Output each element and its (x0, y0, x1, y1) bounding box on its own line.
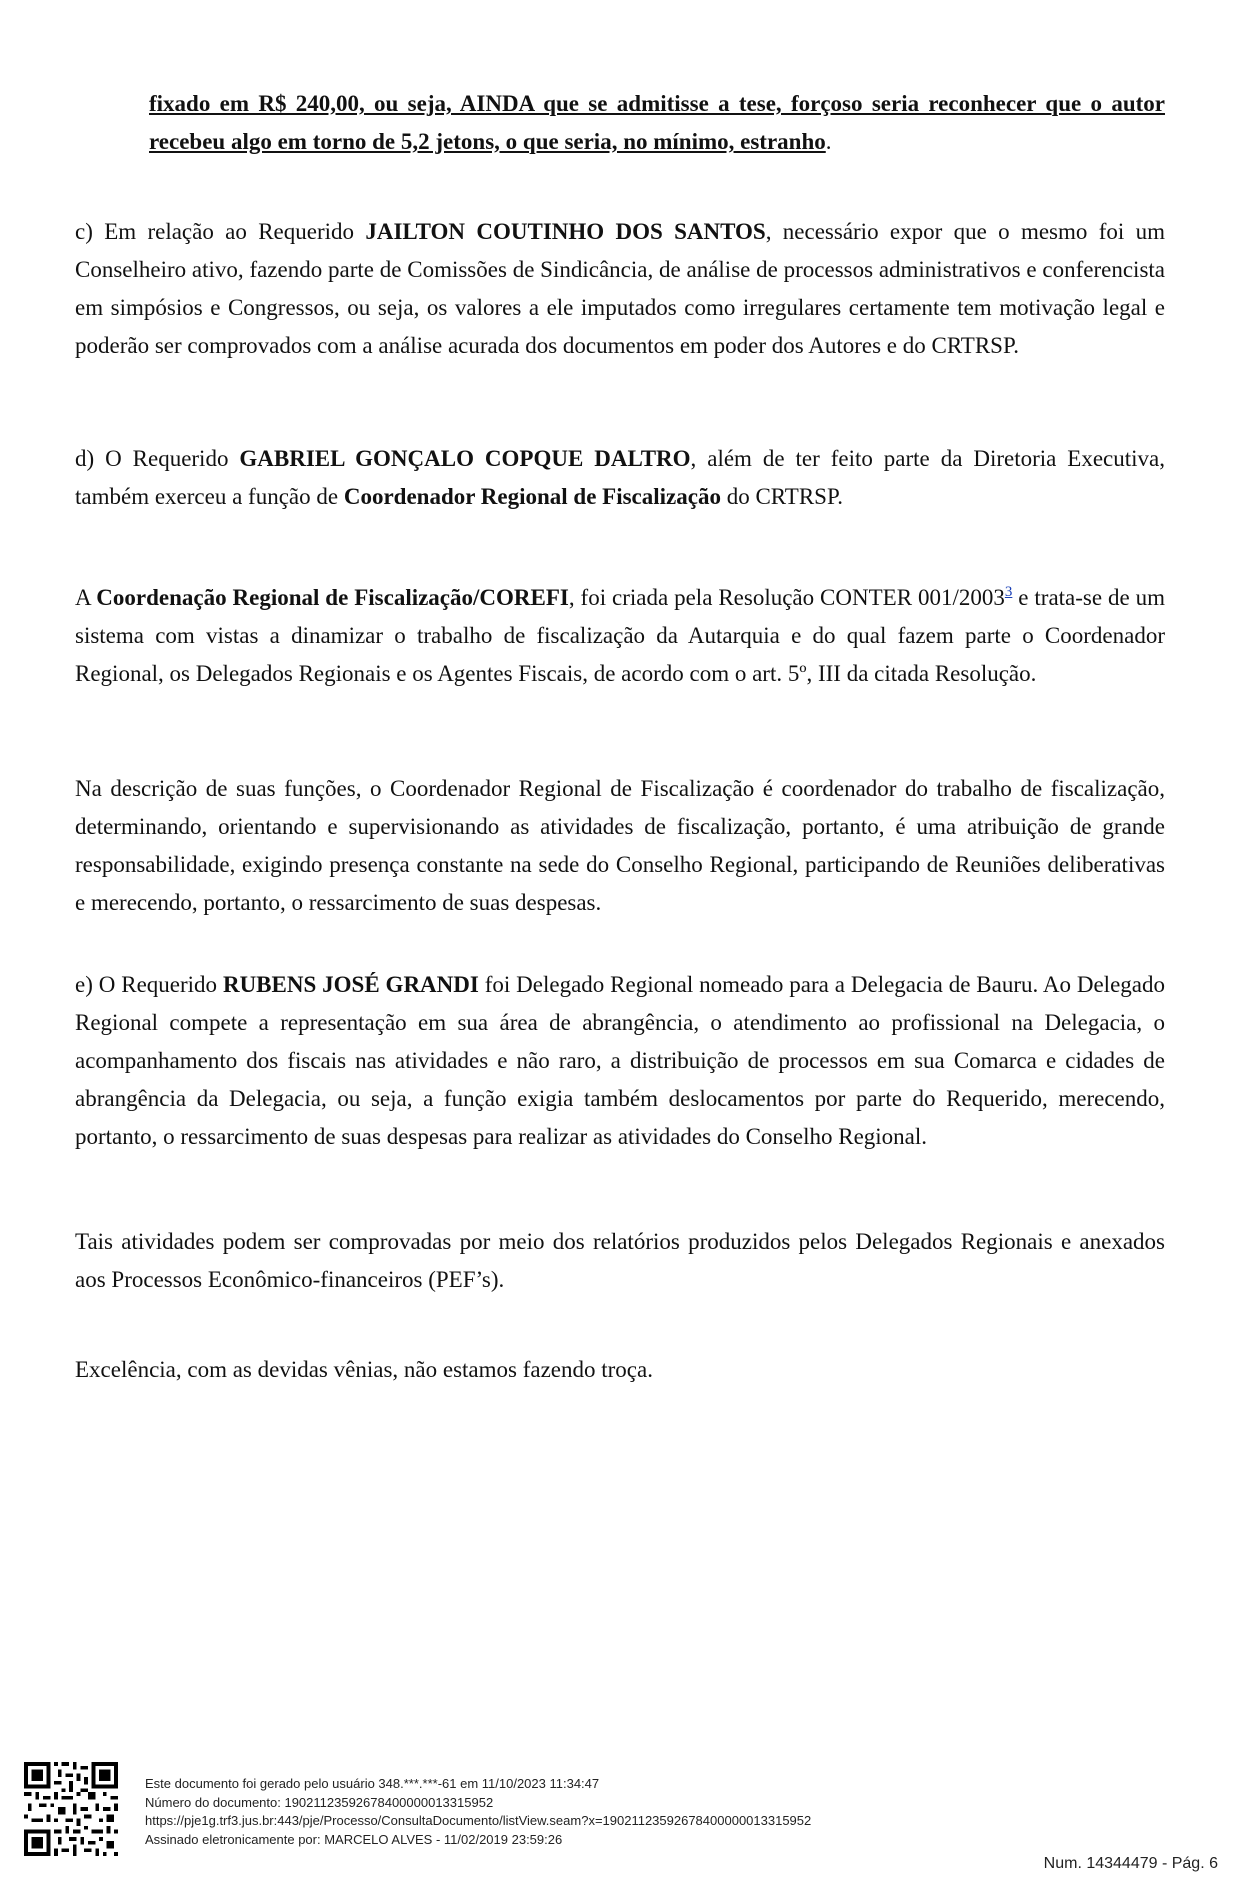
bold-text: Coordenador Regional de Fiscalização (343, 484, 721, 509)
footer-document-url[interactable]: https://pje1g.trf3.jus.br:443/pje/Processo/ConsultaDocumento/listView.seam?x=19021123592678400000013315952 (145, 1813, 812, 1828)
qr-code-icon (24, 1762, 118, 1856)
paragraph-corefi (75, 573, 1165, 693)
text: d) O Requerido (75, 446, 240, 471)
text: e) O Requerido (75, 972, 223, 997)
paragraph-excelencia (75, 1351, 1165, 1389)
footer-generated-by: Este documento foi gerado pelo usuário 348.***.***-61 em 11/10/2023 11:34:47 (145, 1776, 600, 1791)
page-number: Num. 14344479 - Pág. 6 (1043, 1855, 1218, 1872)
text: Tais atividades podem ser comprovadas por meio dos relatórios produzidos pelos Delegados Regionais e anexados aos Processos Econômico-financeiros (PEF’s). (75, 1229, 1165, 1292)
underlined-bold-text: fixado em R$ 240,00, ou seja, AINDA que se admitisse a tese, forçoso seria reconhecer que o autor recebeu algo em torno de 5,2 jetons, o que seria, no mínimo, estranho (149, 91, 1165, 154)
text: , foi criada pela Resolução CONTER 001/2003 (568, 585, 1005, 610)
footnote-link[interactable]: 3 (1004, 584, 1013, 600)
footer-document-number: Número do documento: 19021123592678400000013315952 (145, 1794, 494, 1810)
text: , além de ter feito parte da Diretoria Executiva, também exerceu a função de (75, 446, 1165, 509)
paragraph-jetons (149, 85, 1165, 161)
paragraph-coordenador-funcoes (75, 770, 1165, 922)
paragraph-rubens (75, 966, 1165, 1156)
text: foi Delegado Regional nomeado para a Delegacia de Bauru. Ao Delegado Regional compete a representação em sua área de abrangência, o atendimento ao profissional na Delegacia, o acompanhamento dos fiscais nas atividades e não raro, a distribuição de processos em sua Comarca e cidades de abrangência da Delegacia, ou seja, a função exigia também deslocamentos por parte do Requerido, merecendo, portanto, o ressarcimento de suas despesas para realizar as atividades do Conselho Regional. (75, 972, 1165, 1149)
paragraph-gabriel (75, 440, 1165, 516)
text: e trata-se de um sistema com vistas a dinamizar o trabalho de fiscalização da Autarquia e do qual fazem parte o Coordenador Regional, os Delegados Regionais e os Agentes Fiscais, de acordo com o art. 5º, III da citada Resolução. (75, 585, 1166, 686)
text: c) Em relação ao Requerido (75, 219, 366, 244)
text: Excelência, com as devidas vênias, não estamos fazendo troça. (75, 1357, 653, 1382)
text: A (75, 585, 97, 610)
bold-text: Coordenação Regional de Fiscalização/COREFI (96, 585, 569, 610)
text: do CRTRSP. (720, 484, 843, 509)
paragraph-atividades (75, 1223, 1165, 1299)
footer-signature: Assinado eletronicamente por: MARCELO ALVES - 11/02/2019 23:59:26 (145, 1831, 563, 1847)
text: . (825, 129, 832, 154)
text: Na descrição de suas funções, o Coordenador Regional de Fiscalização é coordenador do trabalho de fiscalização, determinando, orientando e supervisionando as atividades de fiscalização, portanto, é uma atribuição de grande responsabilidade, exigindo presença constante na sede do Conselho Regional, participando de Reuniões deliberativas e merecendo, portanto, o ressarcimento de suas despesas. (75, 776, 1165, 915)
document-footer (145, 1775, 811, 1849)
paragraph-jailton (75, 213, 1165, 365)
text: , necessário expor que o mesmo foi um Conselheiro ativo, fazendo parte de Comissões de Sindicância, de análise de processos administrativos e conferencista em simpósios e Congressos, ou seja, os valores a ele imputados como irregulares certamente tem motivação legal e poderão ser comprovados com a análise acurada dos documentos em poder dos Autores e do CRTRSP. (75, 219, 1165, 358)
defendant-name: JAILTON COUTINHO DOS SANTOS (365, 219, 766, 244)
defendant-name: GABRIEL GONÇALO COPQUE DALTRO (239, 446, 691, 471)
defendant-name: RUBENS JOSÉ GRANDI (222, 972, 479, 997)
